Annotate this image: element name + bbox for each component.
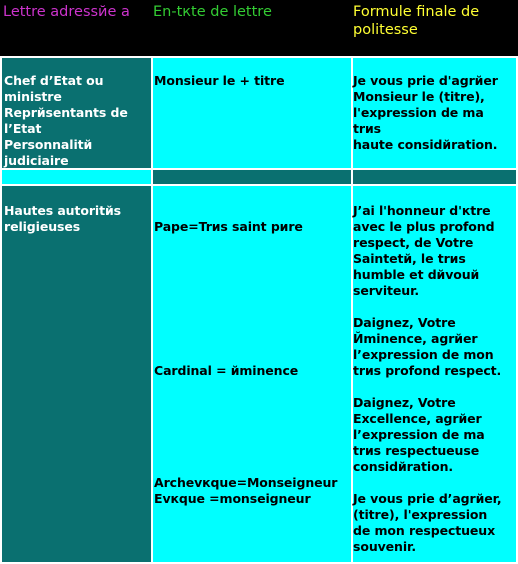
row2-salutation-pope: Pape=Trиs saint pиre — [154, 219, 303, 234]
row2-closing-bishop: Je vous prie d’agrйer, (titre), l'expression de mon respectueux souvenir. — [353, 491, 502, 554]
row1-recipient-text: Chef d’Etat ou ministre Reprйsentants de l’Etat Personnalitй judiciaire — [4, 73, 128, 168]
spacer-cell-1 — [2, 170, 151, 184]
row2-recipient-cell — [2, 186, 151, 562]
row2-salutation-cardinal: Cardinal = йminence — [154, 363, 299, 378]
header-recipient-label: Lettre adressйe a — [3, 4, 130, 20]
row2-closing-cardinal: Daignez, Votre Йminence, agrйer l’expression de mon trиs profond respect. — [353, 315, 502, 378]
row1-salutation-text: Monsieur le + titre — [154, 73, 285, 88]
row2-closing-excellence: Daignez, Votre Excellence, agrйer l’expression de ma trиs respectueuse considйration. — [353, 395, 485, 474]
header-salutation-label: En-tкte de lettre — [153, 4, 272, 20]
row2-closing-pope: J’ai l'honneur d'кtre avec le plus profond respect, de Votre Saintetй, le trиs humble et dйvouй serviteur. — [353, 203, 495, 298]
row1-closing-text: Je vous prie d'agrйer Monsieur le (titre), l'expression de ma trиs haute considйration. — [353, 73, 498, 152]
spacer-cell-2 — [153, 170, 351, 184]
header-closing-label: Formule finale de politesse — [353, 4, 480, 38]
row2-recipient-text: Hautes autoritйs religieuses — [4, 203, 121, 234]
spacer-cell-3 — [353, 170, 516, 184]
row2-salutation-archbishop: Archevкque=Monseigneur Evкque =monseigneur — [154, 475, 338, 506]
